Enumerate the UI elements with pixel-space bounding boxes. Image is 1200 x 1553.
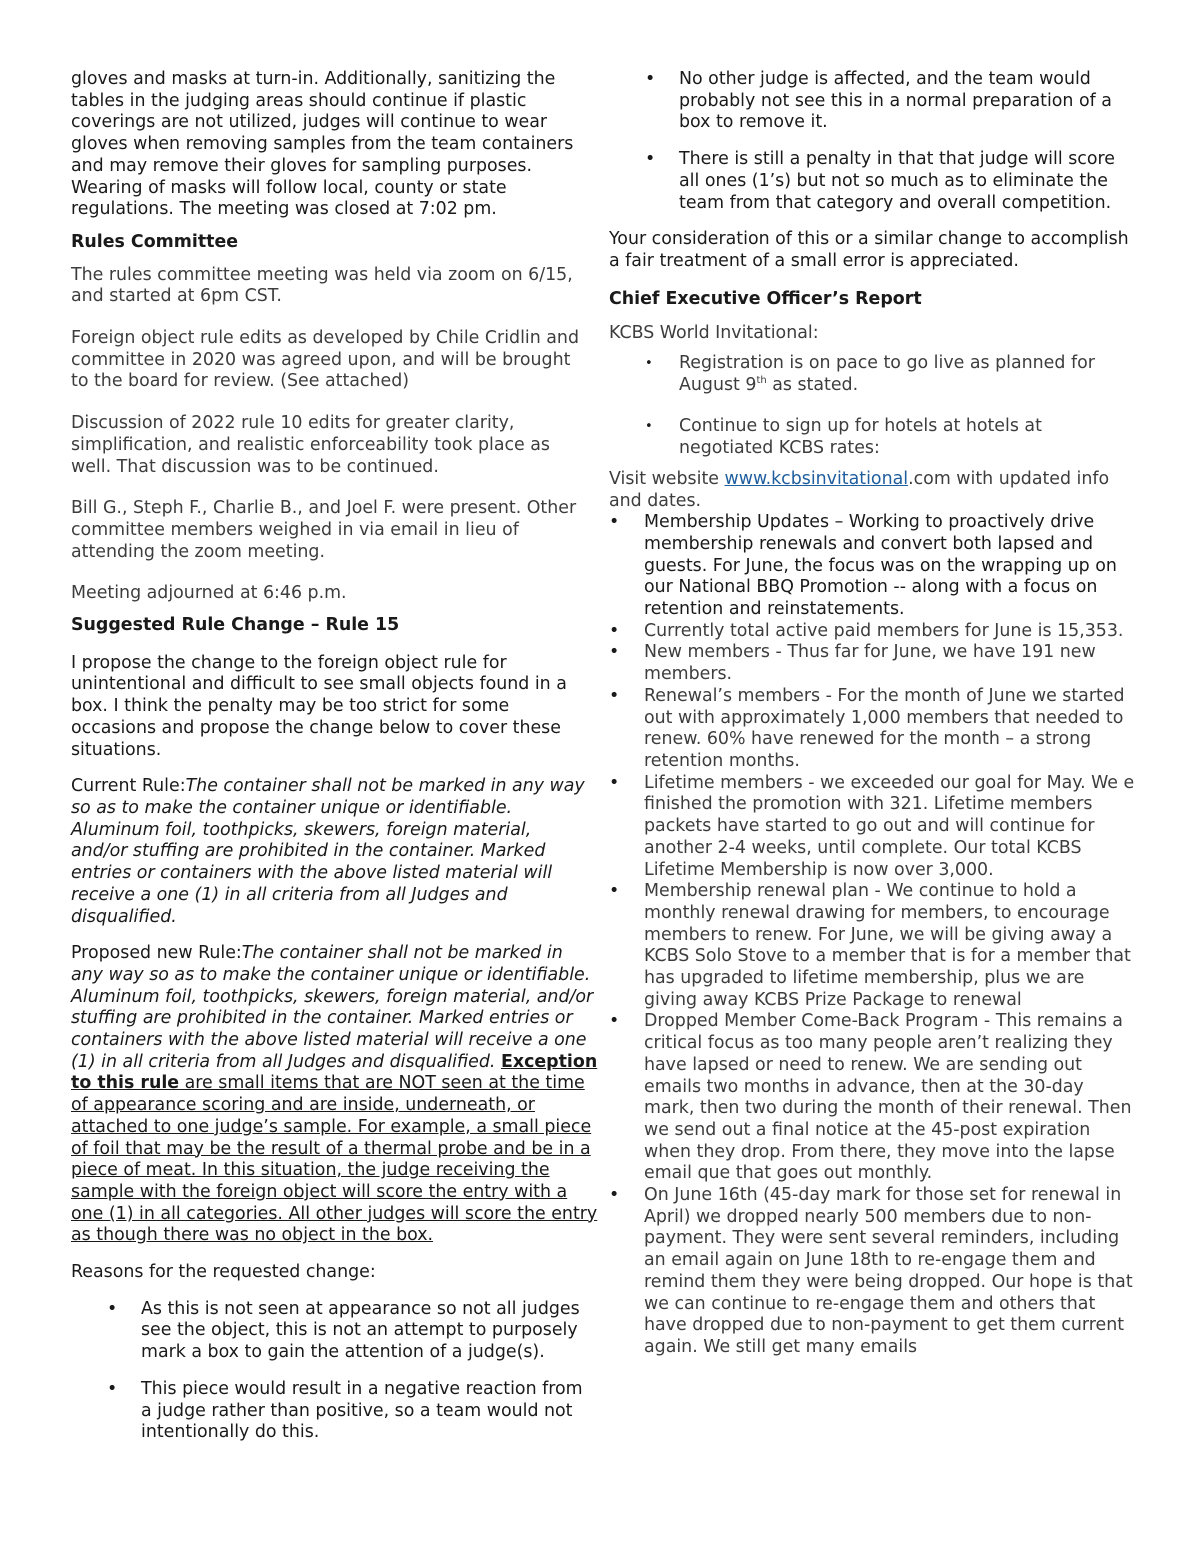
suggested-rule-heading: Suggested Rule Change – Rule 15 xyxy=(71,615,400,636)
reason-item-2: • This piece would result in a negative reaction from a judge rather than positive, so a team would not intentionally do this. xyxy=(71,1379,593,1444)
update-item-lifetime: • Lifetime members - we exceeded our goal for May. We e finished the promotion with 321. Lifetime members packets have started to go out and will continue for another 2-4 weeks, until complete. Our total KCBS Lifetime Membership is now over 3,000. xyxy=(609,773,1139,882)
proposed-rule-label: Proposed new Rule: xyxy=(71,943,242,964)
proposal-paragraph: I propose the change to the foreign object rule for unintentional and difficult to see small objects found in a box. I think the penalty may be too strict for some occasions and propose the change below to cover these situations. xyxy=(71,652,567,760)
right-column xyxy=(609,69,1139,1359)
update-item-membership: • Membership Updates – Working to proactively drive membership renewals and convert both lapsed and guests. For June, the focus was on the wrapping up on our National BBQ Promotion -- along with a focus on retention and reinstatements. xyxy=(609,512,1139,621)
registration-text-end: as stated. xyxy=(766,374,859,395)
current-rule-text: The container shall not be marked in any way so as to make the container unique or identifiable. Aluminum foil, toothpicks, skewers, foreign material, and/or stuffing are prohibited in the container. Marked entries or containers with the above listed material will receive a one (1) in all criteria from all Judges and disqualified. xyxy=(71,776,585,927)
foreign-object-paragraph: Foreign object rule edits as developed by Chile Cridlin and committee in 2020 was agreed upon, and will be brought to the board for review. (See attached) xyxy=(71,328,579,392)
reasons-heading: Reasons for the requested change: xyxy=(71,1262,376,1283)
update-item-new-members: • New members - Thus far for June, we have 191 new members. xyxy=(609,642,1139,685)
update-item-active-members: • Currently total active paid members for June is 15,353. xyxy=(609,621,1139,643)
proposed-rule-text: The container shall not be marked in any way so as to make the container unique or identifiable. Aluminum foil, toothpicks, skewers, foreign material, and/or stuffing are prohibited in the container. Marked entries or containers with the above listed material will receive a one (1) in all criteria from all Judges and disqualified. xyxy=(71,943,594,1072)
rules-committee-heading: Rules Committee xyxy=(71,231,239,252)
visit-text-end: .com with updated info and dates. xyxy=(609,468,1110,511)
ordinal-suffix: th xyxy=(756,374,767,386)
update-item-renewal-plan: • Membership renewal plan - We continue to hold a monthly renewal drawing for members, to encourage members to renew. For June, we will be giving away a KCBS Solo Stove to a member that is for a member that has upgraded to lifetime membership, plus we are giving away KCBS Prize Package to renewal xyxy=(609,881,1139,1011)
registration-text: Registration is on pace to go live as planned for August 9 xyxy=(679,353,1095,395)
reason-item-3: • No other judge is affected, and the team would probably not see this in a normal preparation of a box to remove it. xyxy=(609,69,1139,134)
update-item-renewals: • Renewal’s members - For the month of June we started out with approximately 1,000 members that needed to renew. 60% have renewed for the month – a strong retention months. xyxy=(609,686,1139,773)
invitational-item-2: • Continue to sign up for hotels at hotels at negotiated KCBS rates: xyxy=(609,416,1139,459)
exception-text: are small items that are NOT seen at the time of appearance scoring and are inside, underneath, or attached to one judge’s sample. For example, a small piece of foil that may be the result of a thermal probe and be in a piece of meat. In this situation, the judge receiving the sample with the foreign object will score the entry with a one (1) in all categories. All other judges will score the entry as though there was no object in the box. xyxy=(71,1073,598,1246)
reason-item-4: • There is still a penalty in that that judge will score all ones (1’s) but not so much as to eliminate the team from that category and overall competition. xyxy=(609,149,1139,214)
left-column xyxy=(71,69,598,1444)
ceo-report-heading: Chief Executive Officer’s Report xyxy=(609,288,922,309)
reason-item-1: • As this is not seen at appearance so not all judges see the object, this is not an attempt to purposely mark a box to gain the attention of a judge(s). xyxy=(71,1299,593,1364)
proposed-rule-paragraph xyxy=(71,943,599,1247)
kcbs-invitational-link[interactable]: www.kcbsinvitational xyxy=(724,468,909,489)
closing-paragraph: Your consideration of this or a similar change to accomplish a fair treatment of a small error is appreciated. xyxy=(609,229,1129,271)
attendees-paragraph: Bill G., Steph F., Charlie B., and Joel F. were present. Other committee members weighed in via email in lieu of attending the zoom meeting. xyxy=(71,498,577,562)
adjourned-paragraph: Meeting adjourned at 6:46 p.m. xyxy=(71,583,347,604)
sanitizing-paragraph: gloves and masks at turn-in. Additionally, sanitizing the tables in the judging areas should continue if plastic coverings are not utilized, judges will continue to wear gloves when removing samples from the team containers and may remove their gloves for sampling purposes. Wearing of masks will follow local, county or state regulations. The meeting was closed at 7:02 pm. xyxy=(71,69,574,220)
invitational-item-1 xyxy=(609,353,1139,396)
current-rule-paragraph xyxy=(71,776,593,928)
current-rule-label: Current Rule: xyxy=(71,776,186,797)
visit-website-paragraph xyxy=(609,469,1139,512)
exception-heading: Exception to this rule xyxy=(71,1051,598,1094)
update-item-come-back: • Dropped Member Come-Back Program - This remains a critical focus as too many people aren’t realizing they have lapsed or need to renew. We are sending out emails two months in advance, then at the 30-day mark, then two during the month of their renewal. Then we send out a final notice at the 45-post expiration when they drop. From there, they move into the lapse email que that goes out monthly. xyxy=(609,1011,1139,1185)
visit-text: Visit website xyxy=(609,468,725,489)
invitational-heading: KCBS World Invitational: xyxy=(609,323,819,344)
rules-meeting-paragraph: The rules committee meeting was held via zoom on 6/15, and started at 6pm CST. xyxy=(71,264,573,307)
rule10-discussion-paragraph: Discussion of 2022 rule 10 edits for greater clarity, simplification, and realistic enforceability took place as well. That discussion was to be continued. xyxy=(71,413,550,477)
update-item-dropped: • On June 16th (45-day mark for those set for renewal in April) we dropped nearly 500 members due to non-payment. They were sent several reminders, including an email again on June 18th to re-engage them and remind them they were being dropped. Our hope is that we can continue to re-engage them and others that have dropped due to non-payment to get them current again. We still get many emails xyxy=(609,1185,1139,1359)
